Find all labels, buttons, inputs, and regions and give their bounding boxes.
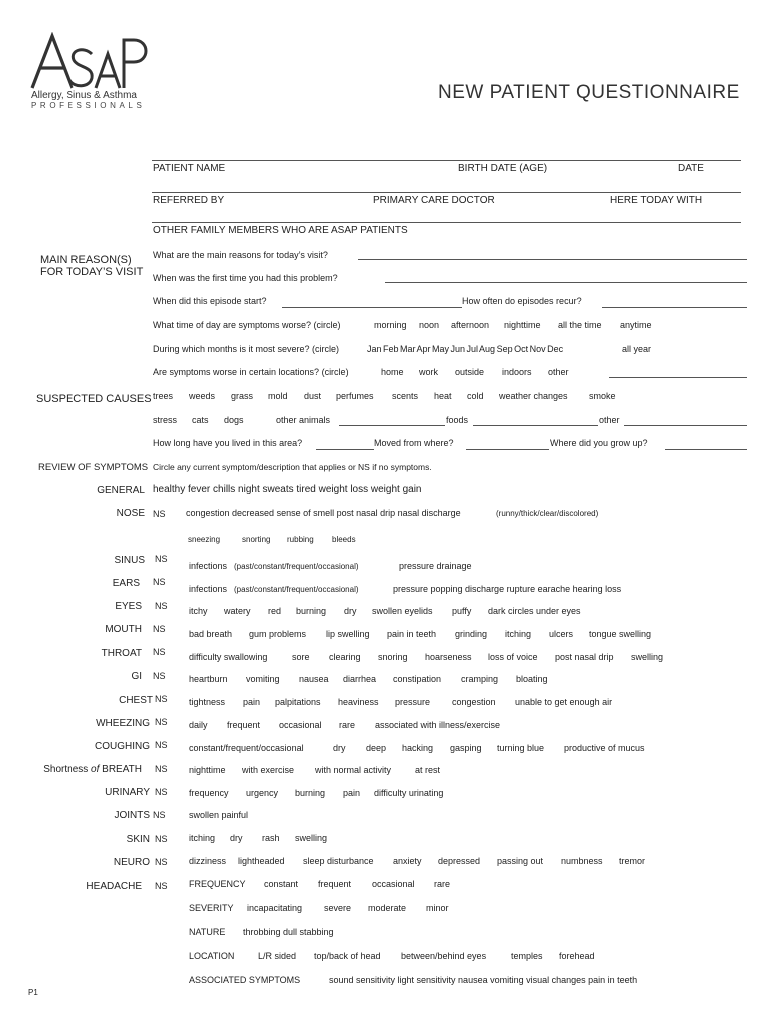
nose-sneezing[interactable]: sneezing xyxy=(188,535,221,544)
urinary-burning[interactable]: burning xyxy=(295,788,326,798)
neuro-lightheaded[interactable]: lightheaded xyxy=(238,856,285,866)
headache-ns[interactable]: NS xyxy=(155,881,168,891)
main-reason-label: MAIN REASON(S) xyxy=(40,254,132,266)
location-option-home[interactable]: home xyxy=(381,367,404,377)
wheezing-associated[interactable]: associated with illness/exercise xyxy=(375,720,501,730)
coughing-turning-blue[interactable]: turning blue xyxy=(497,743,545,753)
headache-severity-minor[interactable]: minor xyxy=(426,903,449,913)
here-today-with-label: HERE TODAY WITH xyxy=(610,195,703,206)
cause-weeds[interactable]: weeds xyxy=(189,391,216,401)
neuro-ns[interactable]: NS xyxy=(155,857,168,867)
location-other-field[interactable] xyxy=(609,377,747,378)
mouth-pain-in-teeth[interactable]: pain in teeth xyxy=(387,629,437,639)
time-option-all-the-time[interactable]: all the time xyxy=(558,320,602,330)
eyes-watery[interactable]: watery xyxy=(224,606,251,616)
review-of-symptoms-label: REVIEW OF SYMPTOMS xyxy=(38,462,149,473)
birth-date-label: BIRTH DATE (AGE) xyxy=(458,163,548,174)
gi-heartburn[interactable]: heartburn xyxy=(189,674,228,684)
lived-area-field[interactable] xyxy=(316,449,374,450)
sob-at-rest[interactable]: at rest xyxy=(415,765,441,775)
cause-dogs[interactable]: dogs xyxy=(224,415,244,425)
cause-foods[interactable]: foods xyxy=(446,415,469,425)
q-main-reasons: What are the main reasons for today’s visit? xyxy=(153,250,328,260)
ears-infections[interactable]: infections xyxy=(189,584,228,594)
cause-mold[interactable]: mold xyxy=(268,391,288,401)
coughing-deep[interactable]: deep xyxy=(366,743,387,753)
headache-associated-options[interactable]: sound sensitivity light sensitivity nausea vomiting visual changes pain in teeth xyxy=(329,975,638,985)
location-option-other[interactable]: other xyxy=(548,367,569,377)
headache-frequency-rare[interactable]: rare xyxy=(434,879,451,889)
headache-nature-label: NATURE xyxy=(189,927,226,937)
q-locations: Are symptoms worse in certain locations? (circle) xyxy=(153,367,349,377)
throat-loss-of-voice[interactable]: loss of voice xyxy=(488,652,538,662)
month-option-all-year[interactable]: all year xyxy=(622,344,652,354)
family-members-line[interactable] xyxy=(152,222,741,223)
q-moved-from: Moved from where? xyxy=(374,438,454,448)
throat-sore[interactable]: sore xyxy=(292,652,310,662)
urinary-difficulty[interactable]: difficulty urinating xyxy=(374,788,444,798)
chest-heaviness[interactable]: heaviness xyxy=(338,697,379,707)
throat-ns[interactable]: NS xyxy=(153,647,166,657)
coughing-label: COUGHING xyxy=(95,741,150,752)
asap-logo-mark xyxy=(30,32,150,90)
chest-ns[interactable]: NS xyxy=(155,694,168,704)
coughing-hacking[interactable]: hacking xyxy=(402,743,434,753)
headache-location-lr-sided[interactable]: L/R sided xyxy=(258,951,297,961)
ears-options[interactable]: pressure popping discharge rupture earache hearing loss xyxy=(393,584,622,594)
nose-bleeds[interactable]: bleeds xyxy=(332,535,356,544)
neuro-passing-out[interactable]: passing out xyxy=(497,856,544,866)
wheezing-occasional[interactable]: occasional xyxy=(279,720,322,730)
family-members-label: OTHER FAMILY MEMBERS WHO ARE ASAP PATIENTS xyxy=(153,225,408,236)
cause-other-field[interactable] xyxy=(624,425,747,426)
first-time-field[interactable] xyxy=(385,282,747,283)
referred-by-label: REFERRED BY xyxy=(153,195,225,206)
skin-ns[interactable]: NS xyxy=(155,834,168,844)
q-grew-up: Where did you grow up? xyxy=(550,438,648,448)
joints-ns[interactable]: NS xyxy=(153,810,166,820)
wheezing-daily[interactable]: daily xyxy=(189,720,208,730)
headache-severity-severe[interactable]: severe xyxy=(324,903,352,913)
time-option-noon[interactable]: noon xyxy=(419,320,440,330)
gi-vomiting[interactable]: vomiting xyxy=(246,674,280,684)
nose-ns[interactable]: NS xyxy=(153,509,166,519)
time-option-morning[interactable]: morning xyxy=(374,320,407,330)
skin-dry[interactable]: dry xyxy=(230,833,243,843)
mouth-lip-swelling[interactable]: lip swelling xyxy=(326,629,370,639)
eyes-swollen-eyelids[interactable]: swollen eyelids xyxy=(372,606,433,616)
neuro-dizziness[interactable]: dizziness xyxy=(189,856,227,866)
suspected-causes-label: SUSPECTED CAUSES xyxy=(36,393,152,405)
wheezing-label: WHEEZING xyxy=(96,718,150,729)
cause-heat[interactable]: heat xyxy=(434,391,452,401)
cause-smoke[interactable]: smoke xyxy=(589,391,616,401)
review-instruction: Circle any current symptom/description that applies or NS if no symptoms. xyxy=(153,462,432,472)
cause-trees[interactable]: trees xyxy=(153,391,174,401)
q-recur: How often do episodes recur? xyxy=(462,296,582,306)
gi-label: GI xyxy=(131,671,142,682)
wheezing-frequent[interactable]: frequent xyxy=(227,720,261,730)
headache-location-temples[interactable]: temples xyxy=(511,951,543,961)
headache-severity-incapacitating[interactable]: incapacitating xyxy=(247,903,303,913)
neuro-sleep-disturbance[interactable]: sleep disturbance xyxy=(303,856,374,866)
chest-tightness[interactable]: tightness xyxy=(189,697,226,707)
headache-location-label: LOCATION xyxy=(189,951,235,961)
joints-options[interactable]: swollen painful xyxy=(189,810,249,820)
cause-other-animals[interactable]: other animals xyxy=(276,415,331,425)
mouth-bad-breath[interactable]: bad breath xyxy=(189,629,233,639)
neuro-tremor[interactable]: tremor xyxy=(619,856,646,866)
sinus-label: SINUS xyxy=(114,555,145,566)
headache-location-forehead[interactable]: forehead xyxy=(559,951,595,961)
skin-label: SKIN xyxy=(126,834,150,845)
neuro-numbness[interactable]: numbness xyxy=(561,856,603,866)
coughing-gasping[interactable]: gasping xyxy=(450,743,482,753)
neuro-anxiety[interactable]: anxiety xyxy=(393,856,422,866)
throat-post-nasal-drip[interactable]: post nasal drip xyxy=(555,652,614,662)
cause-other[interactable]: other xyxy=(599,415,620,425)
primary-care-label: PRIMARY CARE DOCTOR xyxy=(373,195,495,206)
urinary-ns[interactable]: NS xyxy=(155,787,168,797)
eyes-ns[interactable]: NS xyxy=(155,601,168,611)
shortness-of-breath-label: Shortness of BREATH xyxy=(43,764,142,775)
moved-from-field[interactable] xyxy=(466,449,549,450)
throat-snoring[interactable]: snoring xyxy=(378,652,408,662)
ears-ns[interactable]: NS xyxy=(153,577,166,587)
chest-palpitations[interactable]: palpitations xyxy=(275,697,321,707)
gi-bloating[interactable]: bloating xyxy=(516,674,548,684)
q-episode-start: When did this episode start? xyxy=(153,296,267,306)
urinary-label: URINARY xyxy=(105,787,150,798)
coughing-productive[interactable]: productive of mucus xyxy=(564,743,645,753)
referred-by-line[interactable] xyxy=(152,192,741,193)
gi-nausea[interactable]: nausea xyxy=(299,674,329,684)
sob-with-exercise[interactable]: with exercise xyxy=(242,765,295,775)
nose-label: NOSE xyxy=(116,508,145,519)
throat-label: THROAT xyxy=(101,648,142,659)
nose-options[interactable]: congestion decreased sense of smell post nasal drip nasal discharge xyxy=(186,508,461,518)
main-reasons-field[interactable] xyxy=(358,259,747,260)
eyes-dry[interactable]: dry xyxy=(344,606,357,616)
eyes-dark-circles[interactable]: dark circles under eyes xyxy=(488,606,581,616)
gi-diarrhea[interactable]: diarrhea xyxy=(343,674,377,684)
mouth-label: MOUTH xyxy=(105,624,142,635)
page-title: NEW PATIENT QUESTIONNAIRE xyxy=(438,82,740,103)
gi-cramping[interactable]: cramping xyxy=(461,674,499,684)
date-label: DATE xyxy=(678,163,704,174)
sob-ns[interactable]: NS xyxy=(155,764,168,774)
mouth-itching[interactable]: itching xyxy=(505,629,532,639)
mouth-tongue-swelling[interactable]: tongue swelling xyxy=(589,629,652,639)
gi-ns[interactable]: NS xyxy=(153,671,166,681)
headache-label: HEADACHE xyxy=(86,881,142,892)
coughing-dry[interactable]: dry xyxy=(333,743,346,753)
chest-congestion[interactable]: congestion xyxy=(452,697,496,707)
page-number: P1 xyxy=(28,988,38,997)
patient-name-line[interactable] xyxy=(152,160,741,161)
location-option-work[interactable]: work xyxy=(419,367,439,377)
joints-label: JOINTS xyxy=(114,810,150,821)
grew-up-field[interactable] xyxy=(665,449,747,450)
neuro-label: NEURO xyxy=(113,857,150,868)
headache-severity-label: SEVERITY xyxy=(189,903,234,913)
q-time-of-day: What time of day are symptoms worse? (circle) xyxy=(153,320,341,330)
chest-pressure[interactable]: pressure xyxy=(395,697,431,707)
eyes-puffy[interactable]: puffy xyxy=(452,606,472,616)
throat-difficulty-swallowing[interactable]: difficulty swallowing xyxy=(189,652,268,662)
chest-pain[interactable]: pain xyxy=(243,697,261,707)
headache-location-between-eyes[interactable]: between/behind eyes xyxy=(401,951,487,961)
general-options[interactable]: healthy fever chills night sweats tired weight loss weight gain xyxy=(153,484,422,495)
cause-dust[interactable]: dust xyxy=(304,391,322,401)
q-months: During which months is it most severe? (circle) xyxy=(153,344,340,354)
wheezing-ns[interactable]: NS xyxy=(155,717,168,727)
sinus-ns[interactable]: NS xyxy=(155,554,168,564)
eyes-label: EYES xyxy=(115,601,142,612)
urinary-urgency[interactable]: urgency xyxy=(246,788,279,798)
headache-severity-moderate[interactable]: moderate xyxy=(368,903,407,913)
headache-frequency-occasional[interactable]: occasional xyxy=(372,879,415,889)
time-option-nighttime[interactable]: nighttime xyxy=(504,320,541,330)
ears-label: EARS xyxy=(112,578,140,589)
eyes-red[interactable]: red xyxy=(268,606,282,616)
ears-infections-qualifier[interactable]: (past/constant/frequent/occasional) xyxy=(234,585,359,594)
mouth-grinding[interactable]: grinding xyxy=(455,629,488,639)
headache-frequency-frequent[interactable]: frequent xyxy=(318,879,352,889)
eyes-itchy[interactable]: itchy xyxy=(189,606,208,616)
location-option-outside[interactable]: outside xyxy=(455,367,485,377)
time-option-afternoon[interactable]: afternoon xyxy=(451,320,490,330)
cause-cold[interactable]: cold xyxy=(467,391,484,401)
cause-scents[interactable]: scents xyxy=(392,391,419,401)
time-option-anytime[interactable]: anytime xyxy=(620,320,652,330)
q-lived-area: How long have you lived in this area? xyxy=(153,438,303,448)
other-animals-field[interactable] xyxy=(339,425,445,426)
chest-unable-to-get-air[interactable]: unable to get enough air xyxy=(515,697,613,707)
coughing-constant-frequent-occasional[interactable]: constant/frequent/occasional xyxy=(189,743,304,753)
q-first-time: When was the first time you had this problem? xyxy=(153,273,338,283)
headache-nature-options[interactable]: throbbing dull stabbing xyxy=(243,927,334,937)
logo-tagline: Allergy, Sinus & Asthma xyxy=(31,90,137,101)
neuro-depressed[interactable]: depressed xyxy=(438,856,481,866)
throat-clearing[interactable]: clearing xyxy=(329,652,361,662)
skin-swelling[interactable]: swelling xyxy=(295,833,328,843)
months-options[interactable]: Jan Feb Mar Apr May Jun Jul Aug Sep Oct Nov Dec xyxy=(367,344,564,354)
main-reason-label-2: FOR TODAY’S VISIT xyxy=(40,266,144,278)
throat-swelling[interactable]: swelling xyxy=(631,652,664,662)
gi-constipation[interactable]: constipation xyxy=(393,674,442,684)
sinus-infections[interactable]: infections xyxy=(189,561,228,571)
logo-subtitle: PROFESSIONALS xyxy=(31,101,146,110)
general-label: GENERAL xyxy=(97,485,145,496)
sinus-infections-qualifier[interactable]: (past/constant/frequent/occasional) xyxy=(234,562,359,571)
cause-cats[interactable]: cats xyxy=(192,415,209,425)
nose-rubbing[interactable]: rubbing xyxy=(287,535,314,544)
patient-name-label: PATIENT NAME xyxy=(153,163,226,174)
headache-frequency-label: FREQUENCY xyxy=(189,879,246,889)
wheezing-rare[interactable]: rare xyxy=(339,720,356,730)
mouth-gum-problems[interactable]: gum problems xyxy=(249,629,307,639)
mouth-ulcers[interactable]: ulcers xyxy=(549,629,574,639)
recur-field[interactable] xyxy=(602,307,747,308)
nose-discharge-qualifier[interactable]: (runny/thick/clear/discolored) xyxy=(496,509,599,518)
throat-hoarseness[interactable]: hoarseness xyxy=(425,652,472,662)
eyes-burning[interactable]: burning xyxy=(296,606,327,616)
sob-with-normal-activity[interactable]: with normal activity xyxy=(315,765,392,775)
mouth-ns[interactable]: NS xyxy=(153,624,166,634)
sob-nighttime[interactable]: nighttime xyxy=(189,765,226,775)
headache-associated-label: ASSOCIATED SYMPTOMS xyxy=(189,975,301,985)
urinary-frequency[interactable]: frequency xyxy=(189,788,229,798)
foods-field[interactable] xyxy=(473,425,598,426)
headache-location-top-back[interactable]: top/back of head xyxy=(314,951,381,961)
cause-grass[interactable]: grass xyxy=(231,391,254,401)
cause-stress[interactable]: stress xyxy=(153,415,178,425)
cause-perfumes[interactable]: perfumes xyxy=(336,391,374,401)
coughing-ns[interactable]: NS xyxy=(155,740,168,750)
episode-start-field[interactable] xyxy=(282,307,462,308)
location-option-indoors[interactable]: indoors xyxy=(502,367,532,377)
skin-itching[interactable]: itching xyxy=(189,833,216,843)
nose-snorting[interactable]: snorting xyxy=(242,535,271,544)
cause-weather-changes[interactable]: weather changes xyxy=(499,391,568,401)
chest-label: CHEST xyxy=(119,695,153,706)
urinary-pain[interactable]: pain xyxy=(343,788,361,798)
headache-frequency-constant[interactable]: constant xyxy=(264,879,299,889)
sinus-options[interactable]: pressure drainage xyxy=(399,561,472,571)
skin-rash[interactable]: rash xyxy=(262,833,280,843)
